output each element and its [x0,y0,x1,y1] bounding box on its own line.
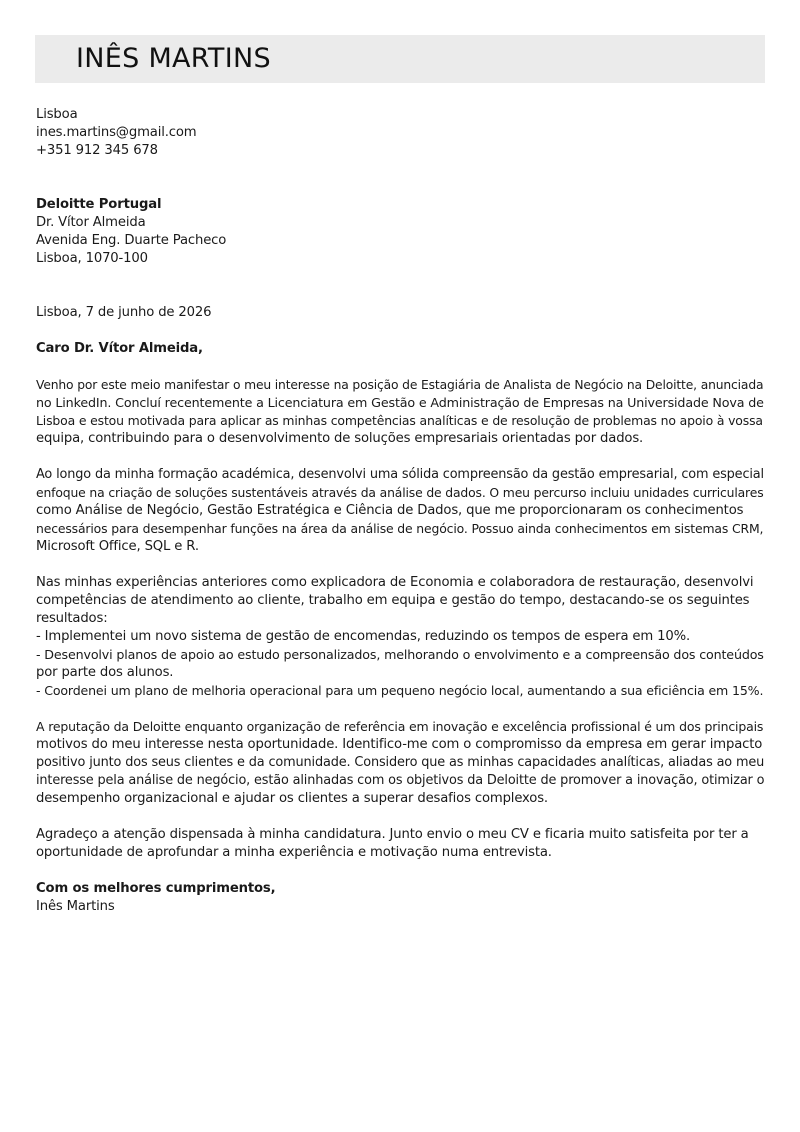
closing [36,880,736,916]
achievement-item: - Implementei um novo sistema de gestão de encomendas, reduzindo os tempos de espera em 10%. [36,629,691,644]
paragraph-education [36,466,764,556]
recipient-person: Dr. Vítor Almeida [36,215,146,230]
paragraph-line: positivo junto dos seus clientes e da comunidade. Considero que as minhas capacidades analíticas, aliadas ao meu [36,755,765,770]
paragraph-line: competências de atendimento ao cliente, trabalho em equipa e gestão do tempo, destacando-se os seguintes [36,593,750,608]
letter-body [36,106,765,916]
paragraph-line: Microsoft Office, SQL e R. [36,539,199,554]
paragraph-line: Lisboa e estou motivada para aplicar as minhas competências analíticas e de resolução de problemas no apoio à vossa [36,413,763,428]
sender-email: ines.martins@gmail.com [36,125,197,140]
header-banner [35,35,765,83]
recipient-company: Deloitte Portugal [36,197,162,212]
paragraph-line: interesse pela análise de negócio, estão alinhadas com os objetivos da Deloitte de promover a inovação, otimizar o [36,773,765,788]
achievement-item: - Desenvolvi planos de apoio ao estudo personalizados, melhorando o envolvimento e a compreensão dos conteúdos [36,647,764,662]
paragraph-line: equipa, contribuindo para o desenvolvimento de soluções empresariais orientadas por dados. [36,431,644,446]
paragraph-line: no LinkedIn. Concluí recentemente a Licenciatura em Gestão e Administração de Empresas na Universidade Nova de [36,395,764,410]
achievement-item-continued: por parte dos alunos. [36,665,174,680]
closing-phrase: Com os melhores cumprimentos, [36,881,276,896]
letter-date [36,304,736,322]
paragraph-line: Nas minhas experiências anteriores como explicadora de Economia e colaboradora de restauração, desenvolvi [36,575,754,590]
sender-address [36,106,736,160]
achievement-item: - Coordenei um plano de melhoria operacional para um pequeno negócio local, aumentando a sua eficiência em 15%. [36,683,764,698]
sender-phone: +351 912 345 678 [36,143,158,158]
sender-city: Lisboa [36,107,78,122]
paragraph-motivation [36,718,765,808]
paragraph-line: como Análise de Negócio, Gestão Estratégica e Ciência de Dados, que me proporcionaram os conhecimentos [36,503,744,518]
paragraph-line: motivos do meu interesse nesta oportunidade. Identifico-me com o compromisso da empresa em gerar impacto [36,737,763,752]
paragraph-intro [36,376,764,448]
recipient-address [36,196,736,268]
paragraph-line: necessários para desempenhar funções na área da análise de negócio. Possuo ainda conhecimentos em sistemas CRM, [36,521,764,536]
date-text: Lisboa, 7 de junho de 2026 [36,305,212,320]
paragraph-line: oportunidade de aprofundar a minha experiência e motivação numa entrevista. [36,845,552,860]
signature-name: Inês Martins [36,899,115,914]
paragraph-line: Agradeço a atenção dispensada à minha candidatura. Junto envio o meu CV e ficaria muito satisfeita por ter a [36,827,749,842]
salutation [36,340,736,358]
paragraph-experience [36,574,764,700]
paragraph-line: Venho por este meio manifestar o meu interesse na posição de Estagiária de Analista de Negócio na Deloitte, anunciada [36,378,764,392]
paragraph-line: enfoque na criação de soluções sustentáveis através da análise de dados. O meu percurso incluiu unidades curriculares [36,486,764,500]
paragraph-thanks [36,826,749,862]
recipient-street: Avenida Eng. Duarte Pacheco [36,233,227,248]
recipient-city: Lisboa, 1070-100 [36,251,148,266]
paragraph-line: Ao longo da minha formação académica, desenvolvi uma sólida compreensão da gestão empresarial, com especial [36,467,764,482]
paragraph-line: resultados: [36,611,108,626]
salutation-text: Caro Dr. Vítor Almeida, [36,341,203,356]
paragraph-line: desempenho organizacional e ajudar os clientes a superar desafios complexos. [36,791,548,806]
applicant-name: INÊS MARTINS [76,43,271,74]
paragraph-line: A reputação da Deloitte enquanto organização de referência em inovação e excelência profissional é um dos principais [36,719,764,734]
